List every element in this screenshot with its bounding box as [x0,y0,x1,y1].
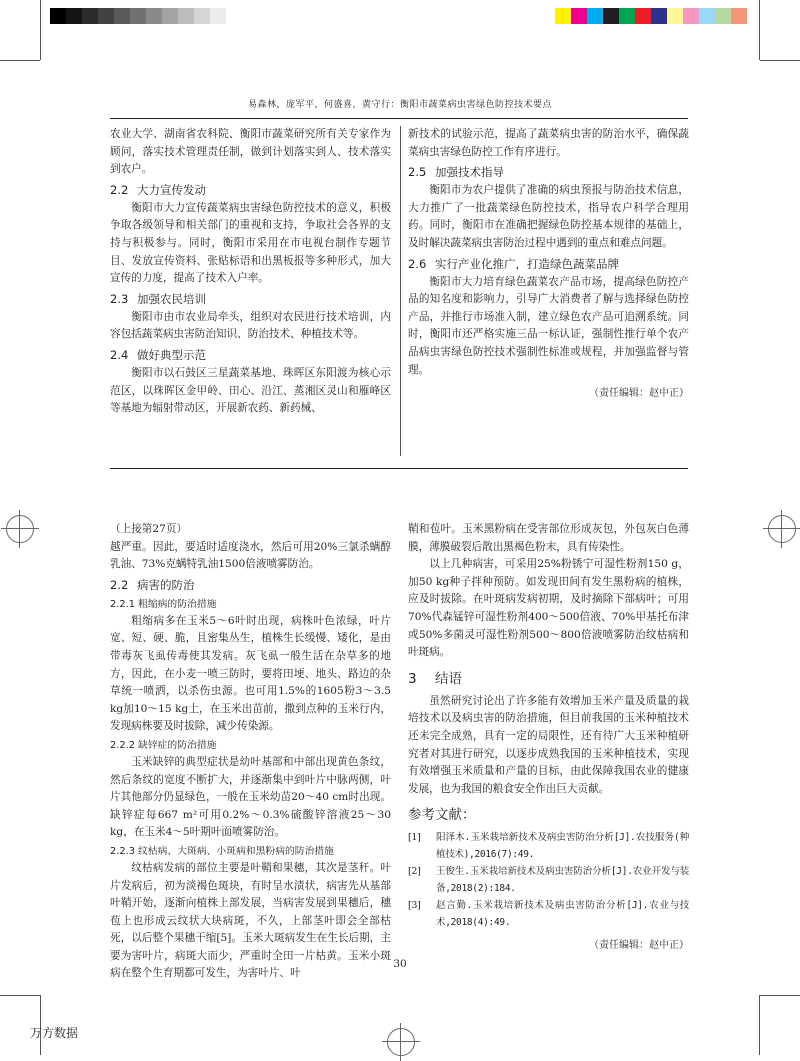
references-heading: 参考文献： [408,807,476,824]
section-title: 大力宣传发动 [137,182,206,197]
section-title: 加强农民培训 [137,291,206,306]
reference-item [408,829,689,863]
crop-mark [759,995,760,1055]
section-heading [110,181,391,200]
color-swatch [619,8,635,24]
paragraph: 玉米缺锌的典型症状是幼叶基部和中部出现黄色条纹，然后条纹的宽度不断扩大，并逐渐集中到叶片中脉两侧，叶片其他部分仍显绿色，一般在玉米幼苗20～40 cm时出现。缺锌症每667 m²可用0.2%～0.3%硫酸锌溶液25～30 kg，在玉米4～5叶期叶面喷雾防治。 [110,755,391,839]
paragraph: 粗缩病多在玉米5～6叶时出现，病株叶色浓绿，叶片宽、短、硬、脆，且密集丛生，植株生长缓慢、矮化，是由带毒灰飞虱传毒使其发病。灰飞虱一般生活在杂草多的地方，因此，在小麦一喷三防时，要将田埂、地头、路边的杂草统一喷洒，以杀伤虫源。也可用1.5%的1605粉3～3.5 kg加10～15 kg土，在玉米出苗前，撒到点种的玉米行内，发现病株要及时拔除，减少传染源。 [110,614,391,733]
bottom-left-column [110,521,391,983]
color-swatch [587,8,603,24]
paragraph: 纹枯病发病的部位主要是叶鞘和果穗，其次是茎秆。叶片发病后，初为淡褐色斑块，有时呈水渍状，病害先从基部叶鞘开始，逐渐向植株上部发展，当病害发展到果穗后，穗苞上也形成云纹状大块病斑，不久，上部茎叶即会全部枯死，以后整个果穗干缩[5]。玉米大斑病发生在生长后期，主要为害叶片，病斑大而少，严重时全田一片枯黄。玉米小斑病在整个生育期都可发生，为害叶片、叶 [110,861,391,980]
color-swatch [194,8,210,24]
running-head: 易森林，庞军平，何盛喜，黄守行：衡阳市蔬菜病虫害绿色防控技术要点 [247,100,552,110]
subsection-heading: 2.2.3 纹枯病、大斑病、小斑病和黑粉病的防治措施 [110,845,334,857]
reference-item [408,863,689,897]
color-swatch [715,8,731,24]
color-swatch [114,8,130,24]
color-swatch [731,8,747,24]
reference-number: [3] [408,900,421,912]
paragraph: 衡阳市以石鼓区三星蔬菜基地、珠晖区东阳渡为核心示范区，以珠晖区金甲岭、田心、沿江、蒸湘区灵山和雁峰区等基地为辐射带动区，开展新农药、新药械、 [110,366,391,415]
section-number: 2.3 [110,291,129,306]
cmyk-color-bar [555,8,747,24]
top-right-column [408,126,689,403]
reference-list [408,829,689,931]
color-swatch [178,8,194,24]
bottom-right-column [408,521,689,955]
color-swatch [571,8,587,24]
color-swatch [82,8,98,24]
color-swatch [210,8,226,24]
color-swatch [603,8,619,24]
reference-number: [1] [408,832,421,844]
color-swatch [50,8,66,24]
color-swatch [555,8,571,24]
color-swatch [146,8,162,24]
section-number: 2.5 [408,165,427,180]
paragraph: （上接第27页） [110,523,188,535]
paragraph: 越严重。因此，要适时适度浇水，然后可用20%三氯杀螨醇乳油、73%克螨特乳油1500倍液喷雾防治。 [110,540,391,571]
paragraph: 农业大学、湖南省农科院、衡阳市蔬菜研究所有关专家作为顾问，落实技术管理责任制，做到计划落实到人、技术落实到农户。 [110,128,391,176]
section-heading [110,576,391,595]
section-title: 做好典型示范 [137,347,206,362]
top-left-column [110,126,391,418]
section-title: 加强技术指导 [435,165,504,180]
paragraph: 虽然研究讨论出了许多能有效增加玉米产量及质量的栽培技术以及病虫害的防治措施，但目前我国的玉米种植技术还未完全成熟，具有一定的局限性，还有待广大玉米种植研究者对其进行研究，以逐步成熟我国的玉米种植技术，实现有效增强玉米质量和产量的目标，由此保障我国农业的健康发展，也为我国的粮食安全作出巨大贡献。 [408,694,689,795]
crop-mark [0,60,40,61]
color-swatch [667,8,683,24]
subsection-heading: 2.2.1 粗缩病的防治措施 [110,598,217,610]
section-title: 病害的防治 [137,577,195,592]
page-number: 30 [393,958,407,970]
color-swatch [651,8,667,24]
subsection-heading: 2.2.2 缺锌症的防治措施 [110,739,217,751]
section-title: 结语 [435,670,462,687]
reference-text: 王俊生.玉米栽培新技术及病虫害防治分析[J].农业开发与装备,2018(2):184. [436,866,689,895]
color-swatch [98,8,114,24]
section-number: 2.6 [408,256,427,271]
paragraph: 衡阳市大力宣传蔬菜病虫害绿色防控技术的意义，积极争取各级领导和相关部门的重视和支持，争取社会各界的支持与积极参与。同时，衡阳市采用在市电视台制作专题节目、发放宣传资料、张贴标语和出黑板报等多种形式，加大宣传的力度，提高了技术入户率。 [110,201,391,285]
grayscale-color-bar [50,8,242,24]
color-swatch [226,8,242,24]
section-number: 3 [408,670,417,687]
section-heading [110,290,391,309]
section-heading [110,346,391,365]
crop-mark [40,0,41,60]
article-separator-rule [110,468,688,469]
reference-number: [2] [408,866,421,878]
reference-item [408,897,689,931]
color-swatch [130,8,146,24]
section-heading [408,163,689,182]
color-swatch [635,8,651,24]
crop-mark [759,0,760,60]
section-number: 2.2 [110,577,129,592]
registration-mark [768,515,796,543]
crop-mark [0,995,40,996]
section-number: 2.4 [110,347,129,362]
paragraph: 新技术的试验示范，提高了蔬菜病虫害的防治水平，确保蔬菜病虫害绿色防控工作有序进行。 [408,128,689,158]
paragraph: 以上几种病害，可采用25%粉锈宁可湿性粉剂150 g，加50 kg种子拌种预防。如发现田间有发生黑粉病的植株，应及时拔除。在叶斑病发病初期，及时摘除下部病叶；可用70%代森锰锌可湿性粉剂400～500倍液、70%甲基托布津或50%多菌灵可湿性粉剂500～800倍液喷雾防治纹枯病和叶斑病。 [408,558,689,659]
paragraph: 鞘和苞叶。玉米黑粉病在受害部位形成灰包，外包灰白色薄膜，薄膜破裂后散出黑褐色粉末，具有传染性。 [408,523,689,553]
editor-credit: （责任编辑：赵中正） [589,388,689,400]
section-heading [408,255,689,274]
section-number: 2.2 [110,182,129,197]
registration-mark [387,1028,415,1056]
editor-credit: （责任编辑：赵中正） [589,940,689,952]
color-swatch [66,8,82,24]
registration-mark [6,515,34,543]
paragraph: 衡阳市为农户提供了准确的病虫预报与防治技术信息，大力推广了一批蔬菜绿色防控技术，指导农户科学合理用药。同时，衡阳市在准确把握绿色防控基本规律的基础上，及时解决蔬菜病虫害防治过程中遇到的重点和难点问题。 [408,184,689,249]
wanfang-logo-text: 万方数据 [30,1026,79,1040]
column-divider [400,126,401,456]
color-swatch [683,8,699,24]
color-swatch [699,8,715,24]
paragraph: 衡阳市大力培育绿色蔬菜农产品市场，提高绿色防控产品的知名度和影响力，引导广大消费者了解与选择绿色防控产品，并推行市场准入制，建立绿色农产品可追溯系统。同时，衡阳市还严格实施三品一标认证，强制性推行单个农产品病虫害绿色防控技术强制性标准或规程，并加强监督与管理。 [408,275,689,376]
section-title: 实行产业化推广，打造绿色蔬菜品牌 [435,256,619,271]
reference-text: 阳泽木.玉米栽培新技术及病虫害防治分析[J].农技服务(种植技术),2016(7):49. [436,832,689,861]
header-rule [110,118,688,119]
crop-mark [760,60,800,61]
section-heading [408,668,689,690]
crop-mark [760,995,800,996]
reference-text: 赵言勤.玉米栽培新技术及病虫害防治分析[J].农业与技术,2018(4):49. [436,900,689,929]
paragraph: 衡阳市由市农业局牵头，组织对农民进行技术培训，内容包括蔬菜病虫害防治知识、防治技术、种植技术等。 [110,310,391,341]
color-swatch [162,8,178,24]
